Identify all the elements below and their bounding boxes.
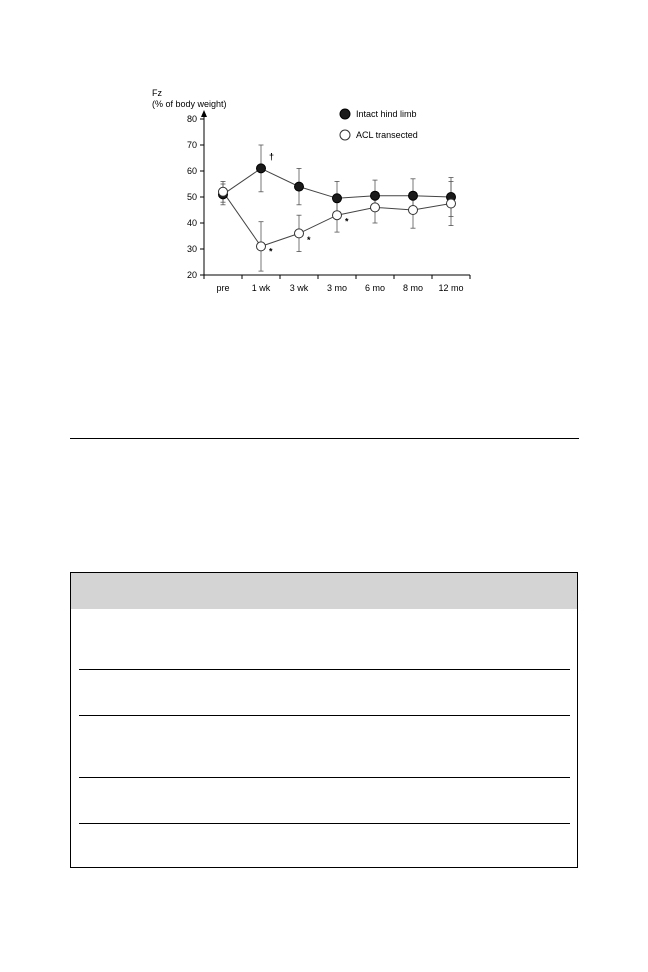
acl-point	[257, 242, 266, 251]
x-tick-label: 3 mo	[326, 283, 348, 293]
significance-marker: *	[345, 216, 349, 227]
intact-point	[295, 182, 304, 191]
legend-acl-label: ACL transected	[356, 130, 418, 140]
x-tick-label: 6 mo	[364, 283, 386, 293]
legend	[340, 109, 418, 140]
x-tick-label: 1 wk	[251, 283, 271, 293]
y-tick-label: 80	[186, 114, 197, 124]
table-header	[71, 573, 577, 609]
table-row-divider	[79, 715, 570, 716]
intact-point	[333, 194, 342, 203]
y-tick-label: 30	[186, 244, 197, 254]
legend-intact-label: Intact hind limb	[356, 109, 417, 119]
legend-intact-marker	[340, 109, 350, 119]
intact-point	[371, 191, 380, 200]
acl-point	[409, 206, 418, 215]
y-tick-label: 70	[186, 140, 197, 150]
y-axis-arrow	[201, 110, 207, 117]
y-tick-label: 20	[186, 270, 197, 280]
acl-point	[333, 211, 342, 220]
page-divider	[70, 438, 579, 439]
y-tick-label: 60	[186, 166, 197, 176]
intact-point	[409, 191, 418, 200]
y-axis-label-line1: Fz	[152, 88, 162, 98]
series-layer	[219, 145, 456, 271]
x-tick-label: pre	[216, 283, 230, 293]
table-row-divider	[79, 669, 570, 670]
significance-marker: *	[307, 234, 311, 245]
table-row-divider	[79, 823, 570, 824]
y-tick-label: 50	[186, 192, 197, 202]
intact-point	[257, 164, 266, 173]
x-tick-label: 8 mo	[402, 283, 424, 293]
significance-marker: *	[269, 246, 273, 257]
table-row-divider	[79, 777, 570, 778]
acl-point	[447, 199, 456, 208]
x-tick-label: 3 wk	[289, 283, 309, 293]
y-tick-label: 40	[186, 218, 197, 228]
significance-marker: †	[269, 151, 275, 162]
force-chart	[150, 85, 480, 300]
table-frame	[70, 572, 578, 868]
x-tick-label: 12 mo	[438, 283, 464, 293]
chart-svg	[150, 85, 480, 300]
acl-point	[219, 187, 228, 196]
legend-acl-marker	[340, 130, 350, 140]
acl-point	[295, 229, 304, 238]
acl-point	[371, 203, 380, 212]
y-axis-label-line2: (% of body weight)	[152, 99, 227, 109]
